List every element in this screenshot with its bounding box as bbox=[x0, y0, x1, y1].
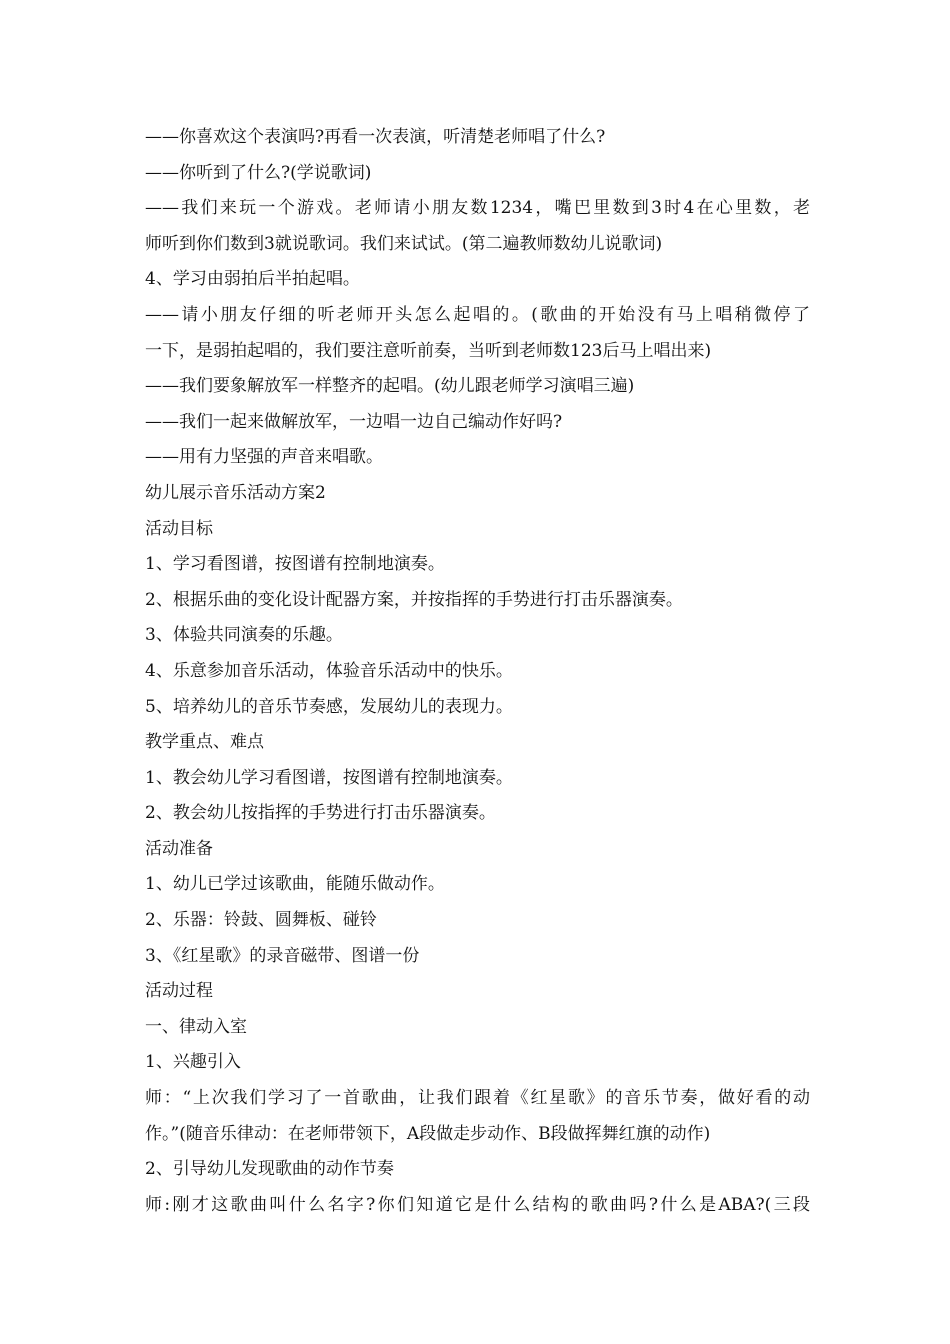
paragraph-line: 4、学习由弱拍后半拍起唱。 bbox=[145, 269, 360, 290]
paragraph-line: 师:刚才这歌曲叫什么名字?你们知道它是什么结构的歌曲吗?什么是ABA?(三段 bbox=[145, 1194, 810, 1215]
list-item: 3、《红星歌》的录音磁带、图谱一份 bbox=[145, 945, 420, 966]
paragraph-line: 师：“上次我们学习了一首歌曲，让我们跟着《红星歌》的音乐节奏，做好看的动 bbox=[145, 1088, 810, 1109]
list-item: 2、教会幼儿按指挥的手势进行打击乐器演奏。 bbox=[145, 803, 496, 824]
paragraph-line: ——我们一起来做解放军，一边唱一边自己编动作好吗? bbox=[145, 411, 563, 432]
paragraph-line: ——你喜欢这个表演吗?再看一次表演，听清楚老师唱了什么? bbox=[145, 127, 606, 147]
subsection-heading: 一、律动入室 bbox=[145, 1016, 247, 1037]
list-item: 1、兴趣引入 bbox=[145, 1052, 241, 1073]
list-item: 5、培养幼儿的音乐节奏感，发展幼儿的表现力。 bbox=[145, 696, 513, 717]
list-item: 1、教会幼儿学习看图谱，按图谱有控制地演奏。 bbox=[145, 767, 513, 788]
paragraph-line: ——请小朋友仔细的听老师开头怎么起唱的。(歌曲的开始没有马上唱稍微停了 bbox=[145, 304, 810, 325]
list-item: 2、根据乐曲的变化设计配器方案，并按指挥的手势进行打击乐器演奏。 bbox=[145, 589, 683, 610]
paragraph-line: 作。”(随音乐律动：在老师带领下，A段做走步动作、B段做挥舞红旗的动作) bbox=[145, 1123, 711, 1144]
paragraph-line: ——我们要象解放军一样整齐的起唱。(幼儿跟老师学习演唱三遍) bbox=[145, 376, 635, 397]
list-item: 2、引导幼儿发现歌曲的动作节奏 bbox=[145, 1159, 394, 1180]
list-item: 2、乐器：铃鼓、圆舞板、碰铃 bbox=[145, 910, 377, 931]
section-heading: 活动过程 bbox=[145, 981, 213, 1002]
paragraph-line: ——用有力坚强的声音来唱歌。 bbox=[145, 447, 383, 468]
section-heading: 活动准备 bbox=[145, 838, 213, 859]
list-item: 1、幼儿已学过该歌曲，能随乐做动作。 bbox=[145, 874, 445, 895]
section-heading: 教学重点、难点 bbox=[145, 732, 264, 753]
section-heading: 幼儿展示音乐活动方案2 bbox=[145, 482, 326, 503]
paragraph-line: ——我们来玩一个游戏。老师请小朋友数1234，嘴巴里数到3时4在心里数，老 bbox=[145, 198, 810, 219]
paragraph-line: 师听到你们数到3就说歌词。我们来试试。(第二遍教师数幼儿说歌词) bbox=[145, 233, 663, 254]
document-body bbox=[145, 120, 810, 1223]
list-item: 3、体验共同演奏的乐趣。 bbox=[145, 625, 343, 646]
list-item: 4、乐意参加音乐活动，体验音乐活动中的快乐。 bbox=[145, 660, 513, 681]
list-item: 1、学习看图谱，按图谱有控制地演奏。 bbox=[145, 554, 445, 575]
section-heading: 活动目标 bbox=[145, 518, 213, 539]
paragraph-line: ——你听到了什么?(学说歌词) bbox=[145, 162, 372, 183]
paragraph-line: 一下，是弱拍起唱的，我们要注意听前奏，当听到老师数123后马上唱出来) bbox=[145, 340, 712, 361]
